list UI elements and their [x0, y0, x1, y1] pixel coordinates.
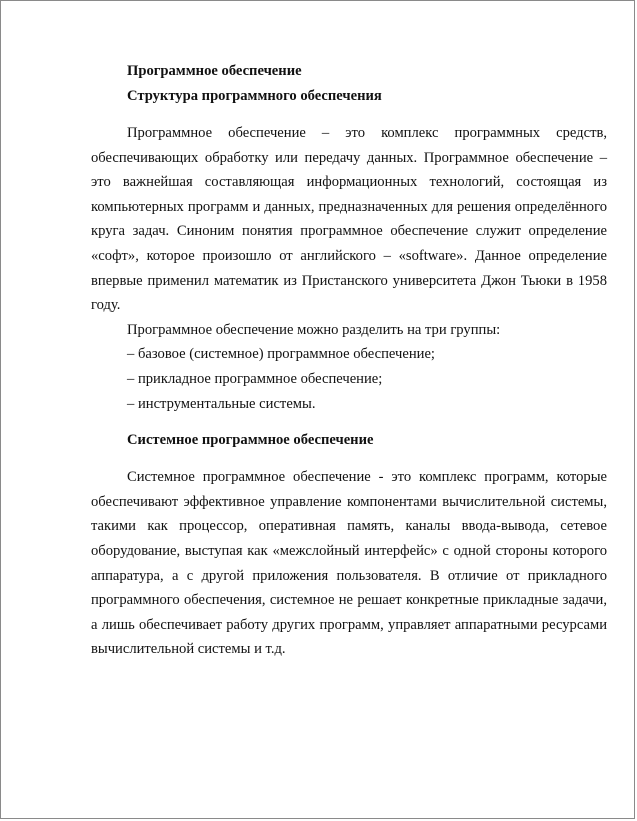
- heading-system-software: Системное программное обеспечение: [127, 432, 374, 449]
- list-item-system-software: – базовое (системное) программное обеспечение;: [127, 346, 435, 363]
- heading-software-structure: Структура программного обеспечения: [127, 88, 382, 104]
- paragraph-groups-intro: Программное обеспечение можно разделить на три группы:: [127, 321, 501, 338]
- paragraph-software-definition: Программное обеспечение – это комплекс программных средств, обеспечивающих обработку или передачу данных. Программное обеспечение – это важнейшая составляющая информационных технологий, состоящая из компьютерных программ и данных, предназначенных для решения определённого круга задач. Синоним понятия программное обеспечение служит определение «софт», которое произошло от английского – «software». Данное определение впервые применил математик из Пристанского университета Джон Тьюки в 1958 году.: [91, 125, 607, 314]
- list-item-application-software: – прикладное программное обеспечение;: [127, 370, 383, 387]
- list-item-instrumental-systems: – инструментальные системы.: [127, 395, 316, 412]
- paragraph-system-software: Системное программное обеспечение - это комплекс программ, которые обеспечивают эффективное управление компонентами вычислительной системы, такими как процессор, оперативная память, каналы ввода-вывода, сетевое оборудование, выступая как «межслойный интерфейс» с одной стороны которого аппаратура, а с другой приложения пользователя. В отличие от прикладного программного обеспечения, системное не решает конкретные прикладные задачи, а лишь обеспечивает работу других программ, управляет аппаратными ресурсами вычислительной системы и т.д.: [91, 469, 607, 658]
- document-body[interactable]: [91, 59, 607, 662]
- heading-software: Программное обеспечение: [127, 63, 302, 79]
